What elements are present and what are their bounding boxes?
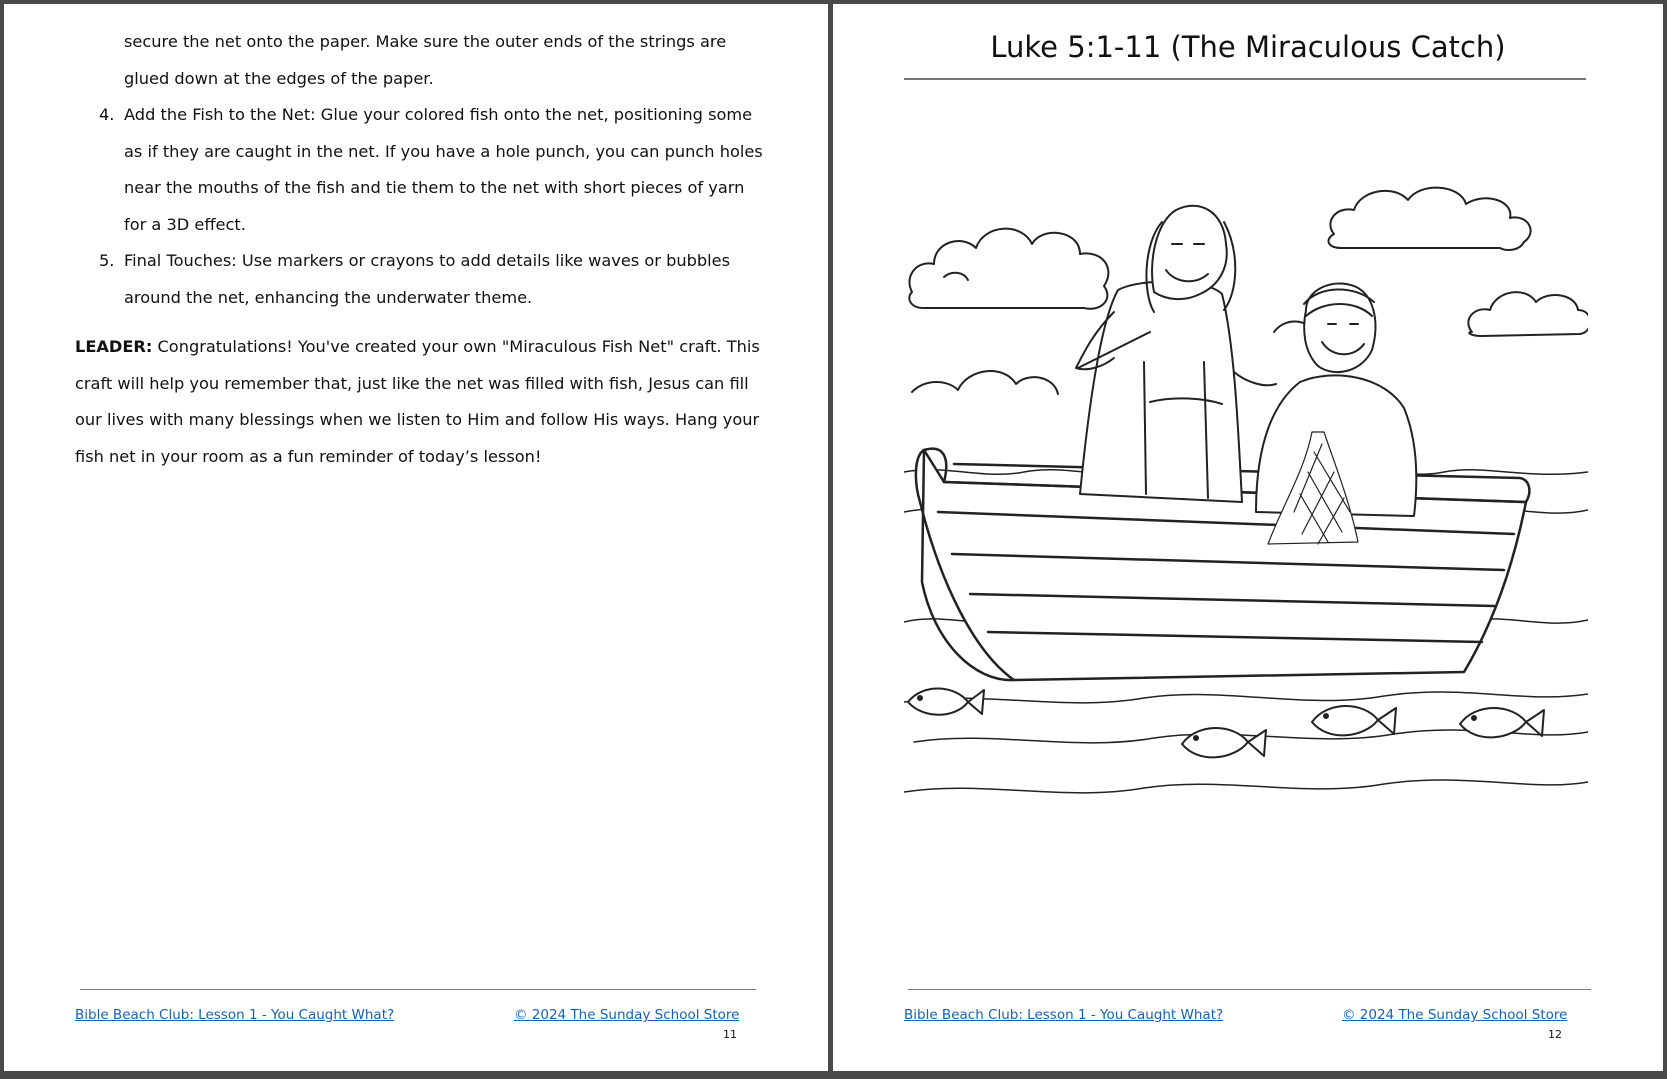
footer-copyright-link[interactable]: © 2024 The Sunday School Store	[1342, 1007, 1568, 1023]
footer-copyright-link[interactable]: © 2024 The Sunday School Store	[514, 1007, 740, 1023]
step-4-number: 4.	[99, 105, 115, 124]
footer-rule	[80, 989, 756, 990]
page-number: 12	[1548, 1028, 1562, 1041]
step-4-line-1	[75, 97, 765, 134]
footer-lesson-link[interactable]: Bible Beach Club: Lesson 1 - You Caught What?	[904, 1007, 1224, 1023]
page-title: Luke 5:1-11 (The Miraculous Catch)	[990, 30, 1506, 64]
step-3-continuation-line-2: glued down at the edges of the paper.	[124, 68, 434, 88]
step-4-text: Add the Fish to the Net: Glue your colored fish onto the net, positioning some	[124, 105, 753, 124]
step-5-number: 5.	[99, 251, 115, 270]
leader-line-1	[75, 329, 765, 366]
fish-1	[908, 688, 984, 714]
page-11	[4, 4, 828, 1071]
page-number: 11	[723, 1028, 737, 1041]
step-4-line-4: for a 3D effect.	[124, 214, 246, 234]
step-4-line-3: near the mouths of the fish and tie them to the net with short pieces of yarn	[124, 178, 745, 197]
leader-label: LEADER:	[75, 337, 153, 356]
coloring-illustration	[904, 182, 1588, 842]
fish-4	[1460, 708, 1544, 737]
step-5-text: Final Touches: Use markers or crayons to add details like waves or bubbles	[124, 251, 731, 270]
leader-line-2: craft will help you remember that, just like the net was filled with fish, Jesus can fill	[75, 373, 749, 393]
cloud-right	[1328, 188, 1530, 250]
step-5-line-2: around the net, enhancing the underwater theme.	[124, 287, 533, 307]
jesus-figure	[1076, 206, 1276, 502]
footer-rule	[908, 989, 1591, 990]
step-4-line-2: as if they are caught in the net. If you have a hole punch, you can punch holes	[124, 141, 763, 161]
fish-3	[1312, 706, 1396, 735]
leader-line-3: our lives with many blessings when we listen to Him and follow His ways. Hang your	[75, 410, 760, 429]
step-3-continuation-line-1: secure the net onto the paper. Make sure the outer ends of the strings are	[124, 32, 727, 51]
cloud-left	[909, 229, 1108, 309]
step-5-line-1	[75, 243, 765, 280]
leader-line-4: fish net in your room as a fun reminder of today’s lesson!	[75, 446, 542, 466]
footer-lesson-link[interactable]: Bible Beach Club: Lesson 1 - You Caught What?	[75, 1007, 395, 1023]
leader-text: Congratulations! You've created your own "Miraculous Fish Net" craft. This	[152, 337, 760, 356]
title-rule	[904, 78, 1586, 80]
body-text	[75, 24, 765, 475]
page-12	[833, 4, 1663, 1071]
fish-2	[1182, 728, 1266, 757]
cloud-far-right	[1468, 292, 1588, 336]
